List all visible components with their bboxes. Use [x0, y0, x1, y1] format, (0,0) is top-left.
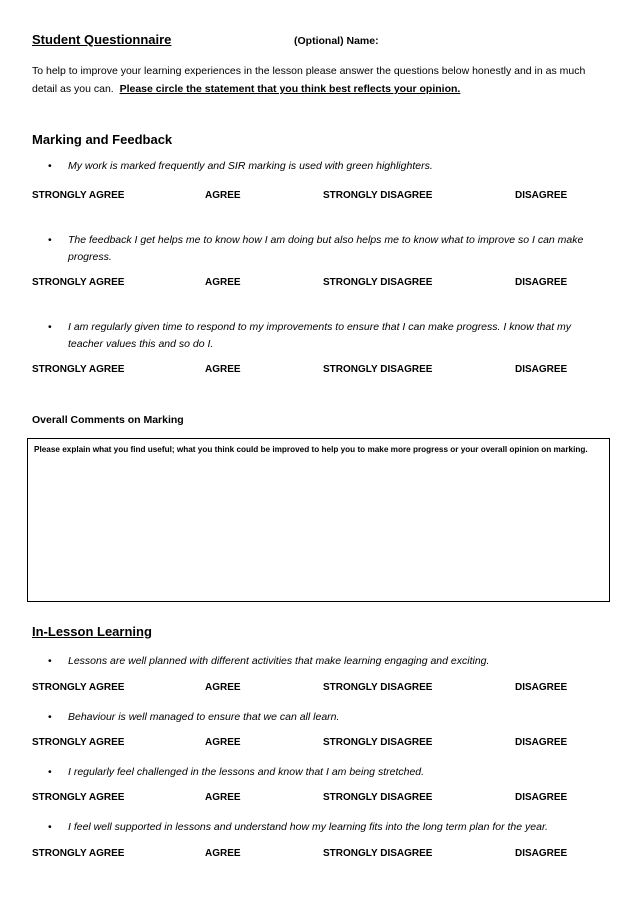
option-strongly-disagree[interactable]: STRONGLY DISAGREE: [323, 190, 433, 201]
option-disagree[interactable]: DISAGREE: [515, 848, 568, 859]
option-agree[interactable]: AGREE: [205, 737, 241, 748]
section-heading-marking: Marking and Feedback: [32, 132, 173, 147]
statement-text: Behaviour is well managed to ensure that we can all learn.: [68, 711, 340, 723]
statement-text: I feel well supported in lessons and understand how my learning fits into the long term plan for the year.: [68, 821, 548, 833]
statement-item: [48, 319, 608, 353]
bullet-icon: •: [48, 234, 52, 246]
option-strongly-agree[interactable]: STRONGLY AGREE: [32, 190, 125, 201]
statement-text: I regularly feel challenged in the lessons and know that I am being stretched.: [68, 766, 425, 778]
option-disagree[interactable]: DISAGREE: [515, 364, 568, 375]
bullet-icon: •: [48, 711, 52, 723]
statement-item: [48, 158, 608, 175]
option-agree[interactable]: AGREE: [205, 848, 241, 859]
intro-paragraph: [32, 62, 612, 98]
option-strongly-agree[interactable]: STRONGLY AGREE: [32, 792, 125, 803]
rating-scale: [32, 277, 612, 291]
intro-instruction: Please circle the statement that you think best reflects your opinion.: [119, 83, 461, 95]
statement-item: [48, 653, 608, 670]
option-strongly-disagree[interactable]: STRONGLY DISAGREE: [323, 737, 433, 748]
rating-scale: [32, 364, 612, 378]
comments-heading: Overall Comments on Marking: [32, 414, 184, 426]
page-title: Student Questionnaire: [32, 32, 172, 47]
optional-name-label: (Optional) Name:: [294, 35, 379, 47]
option-strongly-disagree[interactable]: STRONGLY DISAGREE: [323, 682, 433, 693]
statement-text: I am regularly given time to respond to my improvements to ensure that I can make progress. I know that my teacher values this and so do I.: [68, 321, 572, 350]
option-strongly-agree[interactable]: STRONGLY AGREE: [32, 682, 125, 693]
option-disagree[interactable]: DISAGREE: [515, 682, 568, 693]
option-agree[interactable]: AGREE: [205, 364, 241, 375]
statement-item: [48, 819, 608, 836]
option-strongly-agree[interactable]: STRONGLY AGREE: [32, 737, 125, 748]
option-agree[interactable]: AGREE: [205, 682, 241, 693]
bullet-icon: •: [48, 655, 52, 667]
option-disagree[interactable]: DISAGREE: [515, 792, 568, 803]
section-heading-in-lesson: In-Lesson Learning: [32, 624, 152, 639]
option-strongly-disagree[interactable]: STRONGLY DISAGREE: [323, 364, 433, 375]
option-strongly-agree[interactable]: STRONGLY AGREE: [32, 277, 125, 288]
option-strongly-agree[interactable]: STRONGLY AGREE: [32, 848, 125, 859]
rating-scale: [32, 848, 612, 862]
comments-box[interactable]: [27, 438, 610, 602]
statement-item: [48, 232, 608, 266]
bullet-icon: •: [48, 160, 52, 172]
option-agree[interactable]: AGREE: [205, 792, 241, 803]
option-agree[interactable]: AGREE: [205, 277, 241, 288]
option-strongly-agree[interactable]: STRONGLY AGREE: [32, 364, 125, 375]
statement-item: [48, 709, 608, 726]
option-disagree[interactable]: DISAGREE: [515, 190, 568, 201]
option-disagree[interactable]: DISAGREE: [515, 737, 568, 748]
option-agree[interactable]: AGREE: [205, 190, 241, 201]
statement-item: [48, 764, 608, 781]
rating-scale: [32, 190, 612, 204]
statement-text: The feedback I get helps me to know how I am doing but also helps me to know what to improve so I can make progress.: [68, 234, 584, 263]
option-disagree[interactable]: DISAGREE: [515, 277, 568, 288]
option-strongly-disagree[interactable]: STRONGLY DISAGREE: [323, 277, 433, 288]
rating-scale: [32, 737, 612, 751]
bullet-icon: •: [48, 821, 52, 833]
option-strongly-disagree[interactable]: STRONGLY DISAGREE: [323, 848, 433, 859]
rating-scale: [32, 792, 612, 806]
option-strongly-disagree[interactable]: STRONGLY DISAGREE: [323, 792, 433, 803]
bullet-icon: •: [48, 766, 52, 778]
intro-line-2: detail as you can.: [32, 83, 114, 95]
comments-prompt: Please explain what you find useful; what you think could be improved to help you to make more progress or your overall opinion on marking.: [34, 445, 588, 454]
statement-text: My work is marked frequently and SIR marking is used with green highlighters.: [68, 160, 433, 172]
statement-text: Lessons are well planned with different activities that make learning engaging and exciting.: [68, 655, 490, 667]
rating-scale: [32, 682, 612, 696]
bullet-icon: •: [48, 321, 52, 333]
intro-line-1: To help to improve your learning experiences in the lesson please answer the questions below honestly and in as much: [32, 65, 586, 77]
